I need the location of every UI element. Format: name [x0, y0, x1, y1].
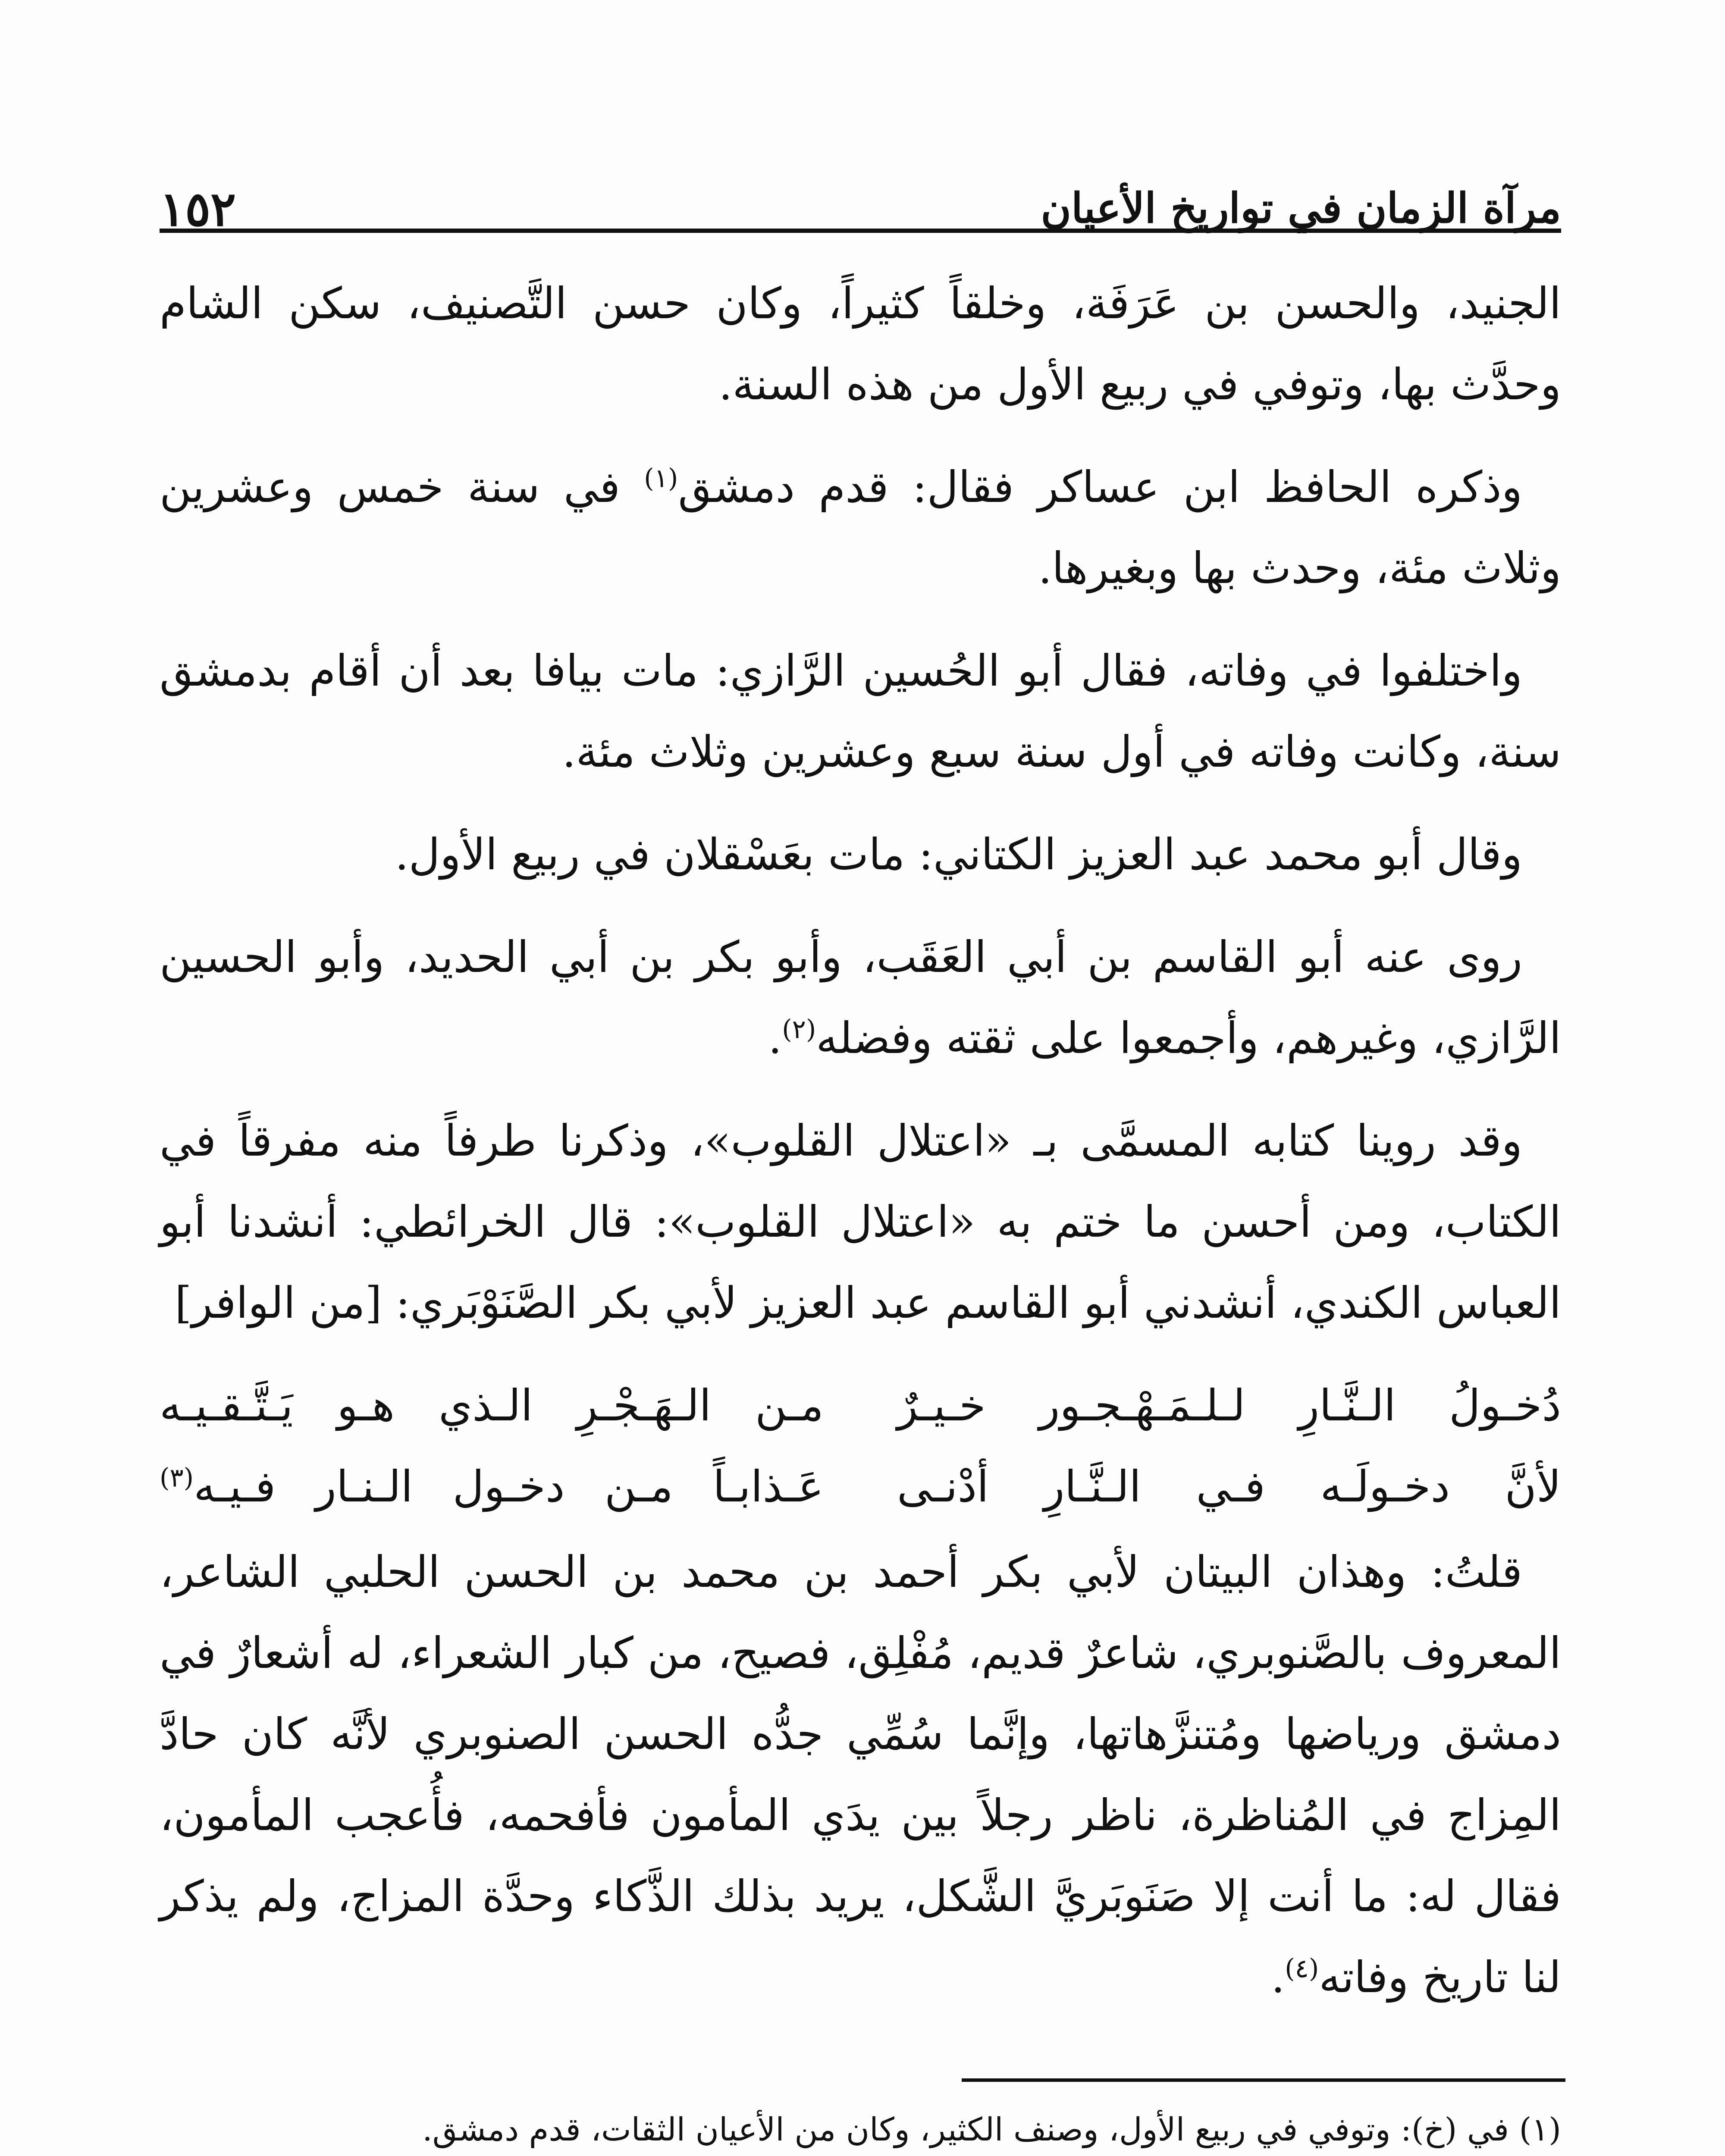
poem	[160, 1365, 1561, 1527]
paragraph-2-text-a: وذكره الحافظ ابن عساكر فقال: قدم دمشق	[678, 462, 1522, 512]
footnotes	[160, 2104, 1561, 2156]
paragraph-5-text-b: .	[768, 1013, 782, 1063]
paragraph-7-text-b: .	[1271, 1952, 1285, 2002]
paragraph-6: وقد روينا كتابه المسمَّى بـ «اعتلال القلوب»، وذكرنا طرفاً منه مفرقاً في الكتاب، ومن أحسن ما ختم به «اعتلال القلوب»: قال الخرائطي: أنشدنا أبو العباس الكندي، أنشدني أبو القاسم عبد العزيز لأبي بكر الصَّنَوْبَري: [من الوافر]	[160, 1116, 1561, 1328]
verse-2-second-hemistich	[160, 1446, 824, 1527]
footnote-ref-1: (١)	[644, 463, 678, 494]
paragraph-5	[160, 917, 1561, 1079]
running-title: مرآة الزمان في تواريخ الأعيان	[1041, 184, 1561, 232]
footnote-separator	[962, 2078, 1565, 2082]
page-number: ١٥٢	[160, 181, 236, 237]
verse-1-first-hemistich: دُخـولُ الـنَّـارِ لـلـمَـهْـجـور خـيـرٌ	[897, 1380, 1561, 1431]
verse-line-1	[160, 1365, 1561, 1446]
page-header	[160, 155, 1561, 237]
paragraph-7-text-a: قلتُ: وهذان البيتان لأبي بكر أحمد بن محمد بن الحسن الحلبي الشاعر، المعروف بالصَّنوبري، شاعرٌ قديم، مُفْلِق، فصيح، من كبار الشعراء، له أشعارٌ في دمشق ورياضها ومُتنزَّهاتها، وإنَّما سُمِّي جدُّه الحسن الصنوبري لأنَّه كان حادَّ المِزاج في المُناظرة، ناظر رجلاً بين يدَي المأمون فأفحمه، فأُعجب المأمون، فقال له: ما أنت إلا صَنَوبَريَّ الشَّكل، يريد بذلك الذَّكاء وحدَّة المزاج، ولم يذكر لنا تاريخ وفاته	[160, 1547, 1561, 2002]
paragraph-2-text-b: في سنة خمس وعشرين وثلاث مئة، وحدث بها وبغيرها.	[160, 462, 1561, 593]
footnote-1: (١) في (خ): وتوفي في ربيع الأول، وصنف الكثير، وكان من الأعيان الثقات، قدم دمشق.	[422, 2111, 1561, 2148]
paragraph-1: الجنيد، والحسن بن عَرَفَة، وخلقاً كثيراً، وكان حسن التَّصنيف، سكن الشام وحدَّث بها، وتوفي في ربيع الأول من هذه السنة.	[160, 278, 1561, 410]
verse-2-first-hemistich: لأنَّ دخـولَـه فـي الـنَّـارِ أدْنـى	[897, 1461, 1561, 1512]
main-text	[160, 263, 1561, 2040]
footnote-ref-3: (٣)	[160, 1463, 194, 1493]
paragraph-7	[160, 1532, 1561, 2018]
verse-2-second-hemistich-text: عَـذابـاً مـن دخـول الـنـار فـيـه	[194, 1461, 824, 1512]
paragraph-4: وقال أبو محمد عبد العزيز الكتاني: مات بعَسْقلان في ربيع الأول.	[395, 829, 1522, 880]
verse-line-2	[160, 1446, 1561, 1527]
footnote-ref-2: (٢)	[782, 1014, 816, 1045]
paragraph-3: واختلفوا في وفاته، فقال أبو الحُسين الرَّازي: مات بيافا بعد أن أقام بدمشق سنة، وكانت وفاته في أول سنة سبع وعشرين وثلاث مئة.	[160, 646, 1561, 777]
paragraph-5-text-a: روى عنه أبو القاسم بن أبي العَقَب، وأبو بكر بن أبي الحديد، وأبو الحسين الرَّازي، وغيرهم، وأجمعوا على ثقته وفضله	[160, 932, 1561, 1063]
footnote-ref-4: (٤)	[1285, 1953, 1319, 1984]
paragraph-2	[160, 447, 1561, 609]
verse-1-second-hemistich: مـن الـهَـجْـرِ الـذي هـو يَـتَّـقـيـه	[160, 1380, 824, 1431]
